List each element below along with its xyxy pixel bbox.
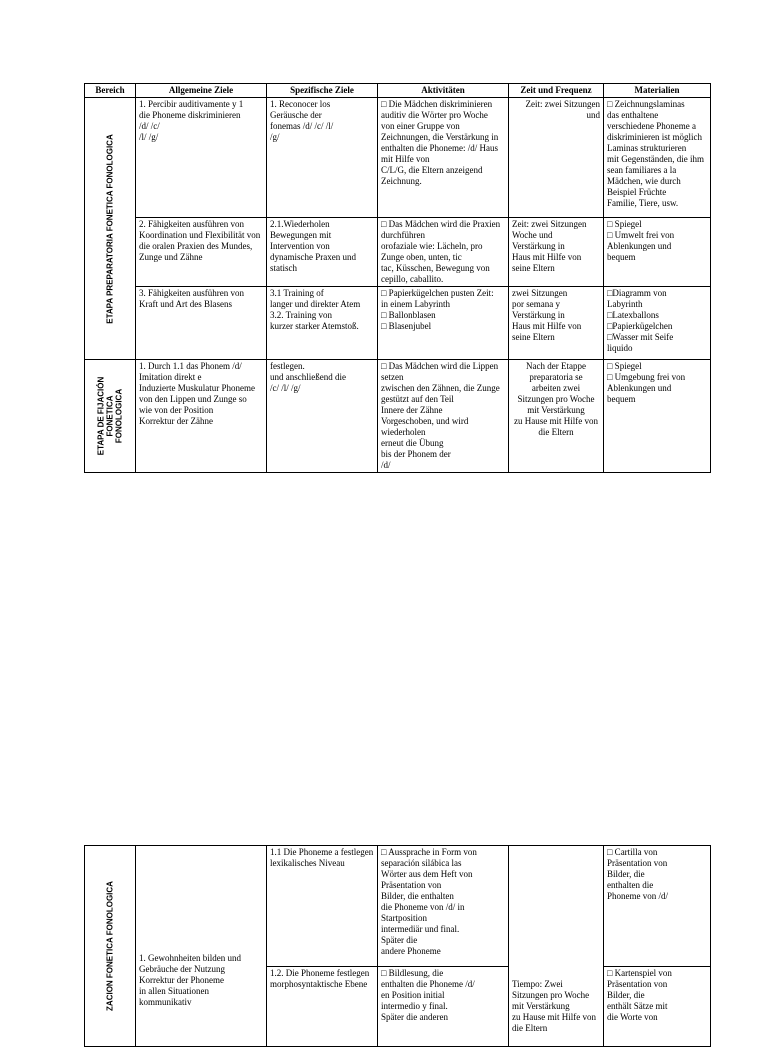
row2-time: Zeit: zwei Sitzungen Woche und Verstärkung in Haus mit Hilfe von seine Eltern xyxy=(509,218,604,287)
row3-time: zwei Sitzungen por semana y Verstärkung in Haus mit Hilfe von seine Eltern xyxy=(509,287,604,360)
row1-activity: □ Die Mädchen diskriminieren auditiv die Wörter pro Woche von einer Gruppe von Zeichnungen, die Verstärkung in enthalten die Phoneme: /d/ Haus mit Hilfe von C/L/G, die Eltern anzeigend Zeichnung. xyxy=(378,98,509,218)
stage-preparatoria-label: ETAPA PREPARATORIA FONETICA FONOLOGICA xyxy=(105,133,115,324)
row3-material: □Diagramm von Labyrinth □Latexballons □Papierkügelchen □Wasser mit Seife liquido xyxy=(604,287,711,360)
t2-general-goal: 1. Gewohnheiten bilden und Gebräuche der Nutzung Korrektur der Phoneme in allen Situationen kommunikativ xyxy=(136,846,267,1047)
row3-general-goal: 3. Fähigkeiten ausführen von Kraft und Art des Blasens xyxy=(136,287,267,360)
planning-table-2 xyxy=(84,845,711,1047)
row1-material: □ Zeichnungslaminas das enthaltene verschiedene Phoneme a diskriminieren ist möglich Laminas strukturieren mit Gegenständen, die ihm sean familiares a la Mädchen, wie durch Beispiel Früchte Familie, Tiere, usw. xyxy=(604,98,711,218)
t2-row1-activity: □ Aussprache in Form von separación silábica las Wörter aus dem Heft von Präsentation von Bilder, die enthalten die Phoneme von /d/ in Startposition intermediär und final. Später die andere Phoneme xyxy=(378,846,509,967)
planning-table-1 xyxy=(84,83,711,473)
stage-preparatoria xyxy=(85,98,136,360)
t2-time-text: Tiempo: Zwei Sitzungen pro Woche mit Verstärkung zu Hause mit Hilfe von die Eltern xyxy=(512,979,596,1033)
header-bereich: Bereich xyxy=(85,84,136,98)
row4-specific-goal: festlegen. und anschließend die /c/ /l/ /g/ xyxy=(267,360,378,473)
header-materialien: Materialien xyxy=(604,84,711,98)
row4-activity: □ Das Mädchen wird die Lippen setzen zwischen den Zähnen, die Zunge gestützt auf den Teil Innere der Zähne Vorgeschoben, und wird wiederholen erneut die Übung bis der Phonem der /d/ xyxy=(378,360,509,473)
t2-row2-specific-goal: 1.2. Die Phoneme festlegen morphosyntaktische Ebene xyxy=(267,967,378,1047)
t2-row2-material: □ Kartenspiel von Präsentation von Bilder, die enthält Sätze mit die Worte von xyxy=(604,967,711,1047)
stage-fijacion xyxy=(85,360,136,473)
row1-specific-goal: 1. Reconocer los Geräusche der fonemas /d/ /c/ /l/ /g/ xyxy=(267,98,378,218)
row2-general-goal: 2. Fähigkeiten ausführen von Koordination und Flexibilität von die oralen Praxien des Mundes, Zunge und Zähne xyxy=(136,218,267,287)
stage-realizacion-label: ZACION FONETICA FONOLOGICA xyxy=(105,881,115,1011)
stage-fijacion-label: ETAPA DE FIJACIÓN FONETICA FONOLOGICA xyxy=(96,376,124,456)
header-aktivitaeten: Aktivitäten xyxy=(378,84,509,98)
row3-activity: □ Papierkügelchen pusten Zeit: in einem Labyrinth □ Ballonblasen □ Blasenjubel xyxy=(378,287,509,360)
stage-realizacion xyxy=(85,846,136,1047)
t2-row2-activity: □ Bildlesung, die enthalten die Phoneme /d/ en Position initial intermedio y final. Später die anderen xyxy=(378,967,509,1047)
row1-general-goal: 1. Percibir auditivamente y 1 die Phoneme diskriminieren /d/ /c/ /l/ /g/ xyxy=(136,98,267,218)
row4-time: Nach der Etappe preparatoria se arbeiten zwei Sitzungen pro Woche mit Verstärkung zu Hause mit Hilfe von die Eltern xyxy=(509,360,604,473)
row2-activity: □ Das Mädchen wird die Praxien durchführen orofaziale wie: Lächeln, pro Zunge oben, unten, tic tac, Küsschen, Bewegung von cepillo, caballito. xyxy=(378,218,509,287)
row4-general-goal: 1. Durch 1.1 das Phonem /d/ Imitation direkt e Induzierte Muskulatur Phoneme von den Lippen und Zunge so wie von der Position Korrektur der Zähne xyxy=(136,360,267,473)
row1-time: Zeit: zwei Sitzungen und xyxy=(509,98,604,218)
row2-material: □ Spiegel □ Umwelt frei von Ablenkungen und bequem xyxy=(604,218,711,287)
t2-row1-material: □ Cartilla von Präsentation von Bilder, die enthalten die Phoneme von /d/ xyxy=(604,846,711,967)
row4-material: □ Spiegel □ Umgebung frei von Ablenkungen und bequem xyxy=(604,360,711,473)
header-zeit-frequenz: Zeit und Frequenz xyxy=(509,84,604,98)
header-spezifische-ziele: Spezifische Ziele xyxy=(267,84,378,98)
t2-time xyxy=(509,846,604,1047)
row3-specific-goal: 3.1 Training of langer und direkter Atem 3.2. Training von kurzer starker Atemstoß. xyxy=(267,287,378,360)
t2-row1-specific-goal: 1.1 Die Phoneme a festlegen lexikalisches Niveau xyxy=(267,846,378,967)
header-allgemeine-ziele: Allgemeine Ziele xyxy=(136,84,267,98)
row2-specific-goal: 2.1.Wiederholen Bewegungen mit Intervention von dynamische Praxen und statisch xyxy=(267,218,378,287)
